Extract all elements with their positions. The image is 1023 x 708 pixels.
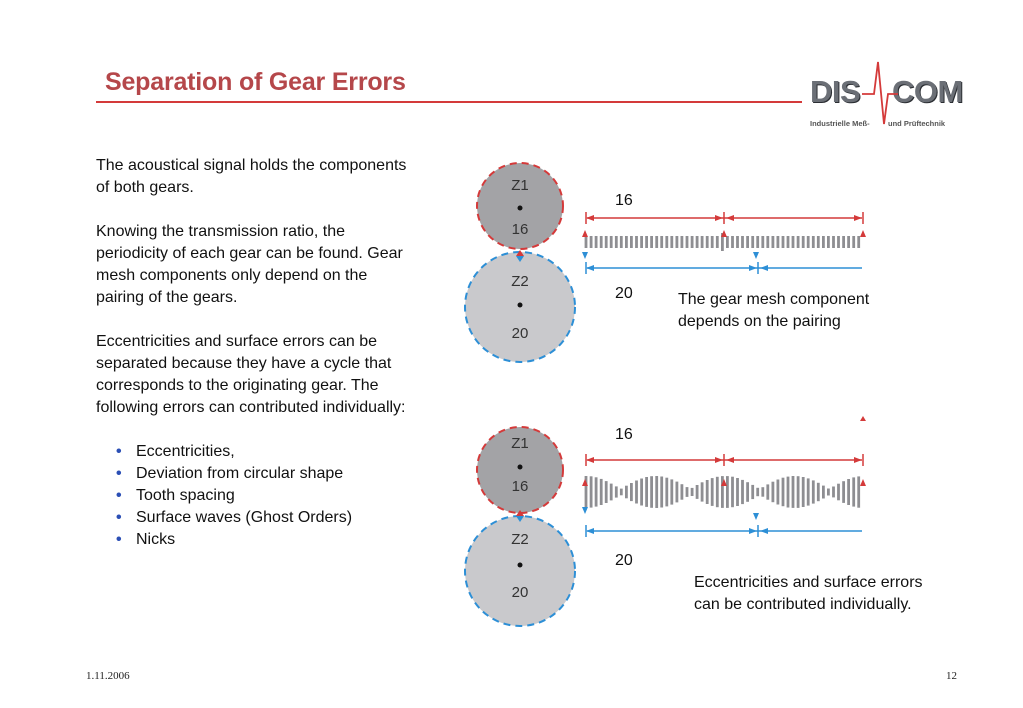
signal-stroke — [787, 236, 790, 248]
signal-stroke — [696, 236, 699, 248]
signal-stroke — [822, 486, 825, 499]
signal-stroke — [731, 236, 734, 248]
signal-stroke — [701, 236, 704, 248]
signal-stroke — [812, 236, 815, 248]
paragraph-1: The acoustical signal holds the components of both gears. — [96, 157, 407, 196]
signal-stroke — [761, 487, 764, 497]
signal-stroke — [605, 236, 608, 248]
signal-stroke — [837, 484, 840, 501]
signal-stroke — [615, 486, 618, 497]
signal-stroke — [792, 236, 795, 248]
signal-stroke — [615, 236, 618, 248]
signal-stroke — [681, 236, 684, 248]
signal-stroke — [681, 484, 684, 500]
signal-stroke — [660, 236, 663, 248]
signal-stroke — [827, 489, 830, 496]
period-arrow-gear1 — [586, 212, 863, 224]
signal-stroke — [620, 236, 623, 248]
signal-stroke — [600, 479, 603, 505]
footer-date: 1.11.2006 — [86, 670, 130, 682]
period-arrow-gear1 — [586, 454, 863, 466]
gear-z2-teeth: 20 — [511, 325, 529, 342]
signal-stroke — [847, 236, 850, 248]
signal-stroke — [772, 482, 775, 503]
signal-stroke — [847, 479, 850, 505]
signal-stroke — [635, 481, 638, 504]
signal-stroke — [716, 477, 719, 507]
gear-z2-center — [518, 563, 523, 568]
list-item: • Surface waves (Ghost Orders) — [116, 509, 353, 526]
signal-stroke — [625, 486, 628, 499]
gear-z1-name: Z1 — [511, 435, 529, 452]
gear-z1-center — [518, 465, 523, 470]
signal-stroke — [782, 236, 785, 248]
signal-stroke — [711, 236, 714, 248]
signal-stroke — [650, 476, 653, 508]
signal-stroke — [766, 236, 769, 248]
list-item: • Deviation from circular shape — [116, 465, 344, 482]
signal-stroke — [817, 236, 820, 248]
signal-stroke — [812, 480, 815, 503]
signal-stroke — [761, 236, 764, 248]
signal-stroke — [827, 236, 830, 248]
paragraph-3: Eccentricities and surface errors can be separated because they have a cycle that corresponds to the originating gear. The following errors can contributed individually: — [96, 333, 406, 416]
period-arrow-gear2 — [586, 525, 862, 537]
signal-stroke — [655, 476, 658, 508]
logo-sub-right: und Prüftechnik — [888, 119, 946, 128]
note-gear-mesh: The gear mesh component depends on the pairing — [678, 291, 870, 330]
label-20: 20 — [615, 552, 633, 569]
signal-stroke — [665, 236, 668, 248]
signal-stroke — [746, 236, 749, 248]
discom-logo — [800, 58, 963, 133]
signal-stroke — [686, 487, 689, 497]
signal-stroke — [807, 236, 810, 248]
signal-stroke — [691, 236, 694, 248]
logo-sub-left: Industrielle Meß- — [810, 119, 870, 128]
signal-stroke — [625, 236, 628, 248]
signal-stroke — [802, 236, 805, 248]
signal-stroke — [716, 236, 719, 248]
signal-stroke — [635, 236, 638, 248]
signal-stroke — [665, 478, 668, 507]
signal-stroke — [630, 483, 633, 501]
signal-stroke — [837, 236, 840, 248]
signal-stroke — [660, 477, 663, 508]
tick-marker-blue — [582, 252, 588, 259]
signal-stroke — [731, 477, 734, 508]
signal-stroke — [670, 236, 673, 248]
label-16: 16 — [615, 426, 633, 443]
list-item: • Tooth spacing — [116, 487, 235, 504]
signal-stroke — [686, 236, 689, 248]
signal-stroke — [777, 236, 780, 248]
label-20: 20 — [615, 285, 633, 302]
signal-stroke — [605, 481, 608, 503]
signal-stroke — [772, 236, 775, 248]
signal-stroke — [857, 236, 860, 248]
signal-stroke — [756, 236, 759, 248]
tick-marker-red — [860, 230, 866, 237]
label-16: 16 — [615, 192, 633, 209]
signal-stroke — [696, 485, 699, 499]
signal-stroke — [751, 236, 754, 248]
signal-stroke — [655, 236, 658, 248]
gear-z1-center — [518, 206, 523, 211]
signal-stroke — [832, 487, 835, 498]
signal-stroke — [590, 476, 593, 507]
signal-stroke — [620, 489, 623, 496]
gear-z2-name: Z2 — [511, 273, 529, 290]
paragraph-2: Knowing the transmission ratio, the periodicity of each gear can be found. Gear mesh components only depend on the pairing of the gears. — [96, 223, 403, 306]
signal-stroke — [706, 480, 709, 504]
signal-stroke — [797, 476, 800, 508]
signal-stroke — [782, 478, 785, 507]
signal-stroke — [802, 477, 805, 507]
gear-diagram-top — [455, 160, 875, 365]
logo-word-left: DIS — [810, 74, 861, 109]
signal-stroke — [630, 236, 633, 248]
title-underline — [96, 101, 802, 103]
signal-stroke — [711, 478, 714, 506]
gear-z2-teeth: 20 — [511, 584, 529, 601]
list-item: • Nicks — [116, 531, 176, 548]
slide-title: Separation of Gear Errors — [105, 68, 406, 96]
signal-waveform-bottom — [585, 476, 861, 508]
tick-marker-red — [860, 416, 866, 421]
gear-z1-teeth: 16 — [511, 221, 529, 238]
gear-z1-name: Z1 — [511, 177, 529, 194]
signal-stroke — [595, 477, 598, 506]
note-eccentricities: Eccentricities and surface errors can be contributed individually. — [694, 574, 923, 613]
tick-marker-blue — [753, 252, 759, 259]
signal-stroke — [832, 236, 835, 248]
signal-stroke — [691, 488, 694, 496]
list-item: • Eccentricities, — [116, 443, 235, 460]
signal-stroke — [676, 236, 679, 248]
signal-stroke — [590, 236, 593, 248]
gear-z2-name: Z2 — [511, 531, 529, 548]
tick-marker-blue — [582, 507, 588, 514]
signal-stroke — [807, 478, 810, 505]
signal-stroke — [610, 484, 613, 501]
signal-stroke — [842, 481, 845, 503]
signal-stroke — [610, 236, 613, 248]
signal-stroke — [817, 483, 820, 501]
signal-stroke — [640, 236, 643, 248]
signal-stroke — [766, 484, 769, 499]
signal-stroke — [676, 482, 679, 503]
tick-marker-blue — [753, 513, 759, 520]
signal-stroke — [645, 236, 648, 248]
signal-stroke — [756, 488, 759, 496]
signal-stroke — [640, 479, 643, 506]
signal-stroke — [857, 476, 860, 507]
signal-stroke — [585, 236, 588, 248]
signal-stroke — [787, 477, 790, 508]
gear-z2-center — [518, 303, 523, 308]
logo-word-right: COM — [892, 74, 963, 109]
tick-marker-red — [582, 230, 588, 237]
signal-stroke — [600, 236, 603, 248]
signal-stroke — [701, 482, 704, 501]
signal-stroke — [726, 476, 729, 508]
signal-stroke — [751, 485, 754, 499]
signal-stroke — [741, 236, 744, 248]
page-number: 12 — [946, 670, 957, 682]
signal-stroke — [645, 477, 648, 507]
signal-stroke — [706, 236, 709, 248]
signal-stroke — [595, 236, 598, 248]
signal-stroke — [852, 477, 855, 506]
signal-stroke — [797, 236, 800, 248]
period-arrow-gear2 — [586, 262, 862, 274]
signal-stroke — [746, 482, 749, 502]
signal-stroke — [670, 479, 673, 504]
signal-stroke — [842, 236, 845, 248]
signal-stroke — [792, 476, 795, 508]
signal-stroke — [741, 480, 744, 504]
body-text — [96, 155, 416, 551]
signal-stroke — [852, 236, 855, 248]
error-list — [96, 441, 416, 551]
signal-stroke — [822, 236, 825, 248]
gear-z1-teeth: 16 — [511, 478, 529, 495]
signal-stroke — [726, 236, 729, 248]
signal-stroke — [736, 236, 739, 248]
tick-marker-red — [860, 479, 866, 486]
signal-stroke — [777, 480, 780, 505]
signal-stroke — [736, 478, 739, 506]
signal-stroke — [650, 236, 653, 248]
